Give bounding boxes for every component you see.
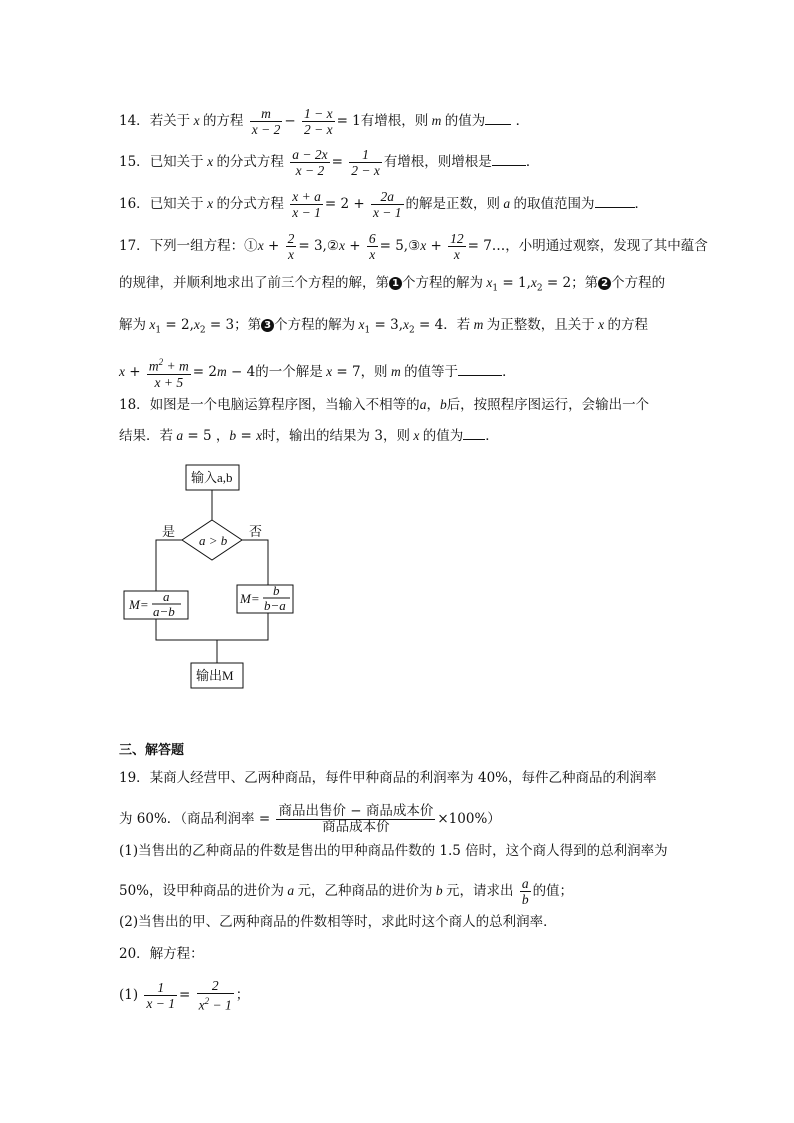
fraction: $\frac{m}{x - 2}$ [251, 106, 281, 137]
flow-left-den: a−b [153, 604, 175, 619]
fraction: $\frac{x + a}{x - 1}$ [292, 189, 321, 220]
question-17-line-2: 的规律，并顺利地求出了前三个方程的解，第 1 个方程的解为 $x_1 = 1,x_2 = 2$；第 2 个方程的 [119, 275, 666, 294]
question-19-line-2: 为 60%．（商品利润率 = $\frac{\text{商品出售价 − 商品成本价}}{\text{商品成本价}}$ ×100%） [119, 803, 501, 835]
fraction: $\frac{1}{2 - x}$ [351, 147, 380, 178]
question-17-line-1: 17．下列一组方程：①x + $\frac{2}{x}$ = 3,②x + $\frac{6}{x}$ = 5,③x + $\frac{12}{x}$ = 7…，小明通过观察，发现了其中蕴含 [119, 231, 708, 262]
question-15: 15．已知关于 x 的分式方程 $\frac{a - 2x}{x - 2}$ = $\frac{1}{2 - x}$ 有增根，则增根是 ． [119, 147, 540, 178]
circled-1-icon: 1 [389, 277, 402, 290]
flow-left-num: a [163, 589, 170, 604]
fraction: $\frac{1 - x}{2 - x}$ [303, 106, 333, 137]
question-19-line-1: 19．某商人经营甲、乙两种商品，每件甲种商品的利润率为 40%，每件乙种商品的利润率 [119, 770, 657, 786]
question-17-line-4: x + $\frac{m^2 + m}{x + 5}$ = 2m − 4的一个解是 x = 7，则 m 的值等于 ． [119, 357, 516, 390]
flow-no-label: 否 [249, 524, 263, 539]
flow-condition: a > b [199, 533, 228, 548]
question-20: 20．解方程： [119, 946, 204, 962]
flow-right-den: b−a [264, 598, 286, 613]
flow-input-label: 输入a,b [191, 470, 233, 485]
flow-left-lhs: M= [129, 597, 149, 612]
flow-output-label: 输出M [196, 668, 234, 683]
section-heading: 三、解答题 [119, 743, 185, 758]
flow-yes-label: 是 [162, 524, 176, 539]
question-20-part-1: (1) $\frac{1}{x - 1}$ = $\frac{2}{x^2 - 1}$ ； [119, 978, 250, 1013]
fraction: $\frac{2a}{x - 1}$ [372, 189, 402, 220]
fraction: $\frac{a - 2x}{x - 2}$ [292, 147, 328, 178]
question-19-part-1: (1)当售出的乙种商品的件数是售出的甲种商品件数的 1.5 倍时，这个商人得到的总利润率为 [119, 843, 668, 859]
circled-3-icon: 3 [261, 319, 274, 332]
fraction: $\frac{\text{商品出售价 − 商品成本价}}{\text{商品成本价}}$ [278, 803, 434, 835]
circled-2-icon: 2 [598, 277, 611, 290]
question-16: 16．已知关于 x 的分式方程 $\frac{x + a}{x - 1}$ = 2 + $\frac{2a}{x - 1}$ 的解是正数，则 a 的取值范围为 ． [119, 189, 649, 220]
question-19-part-1b: 50%，设甲种商品的进价为 a 元，乙种商品的进价为 b 元，请求出 $\frac{a}{b}$ 的值； [119, 876, 574, 907]
flow-right-num: b [273, 583, 280, 598]
question-18-line-2: 结果．若 a = 5 ，b = x时，输出的结果为 3，则 x 的值为 ． [119, 425, 499, 446]
question-19-part-2: (2)当售出的甲、乙两种商品的件数相等时，求此时这个商人的总利润率． [119, 914, 557, 930]
flow-right-lhs: M= [240, 591, 260, 606]
question-18-line-1: 18．如图是一个电脑运算程序图，当输入不相等的a，b后，按照程序图运行，会输出一个 [119, 397, 650, 413]
question-17-line-3: 解为 $x_1 = 2,x_2 = 3$；第 3 个方程的解为 $x_1 = 3,x_2 = 4$．若 m 为正整数，且关于 x 的方程 [119, 317, 648, 336]
question-14: 14．若关于 x 的方程 $\frac{m}{x - 2}$ − $\frac{1 - x}{2 - x}$ = 1有增根，则 m 的值为 ． [119, 106, 530, 137]
